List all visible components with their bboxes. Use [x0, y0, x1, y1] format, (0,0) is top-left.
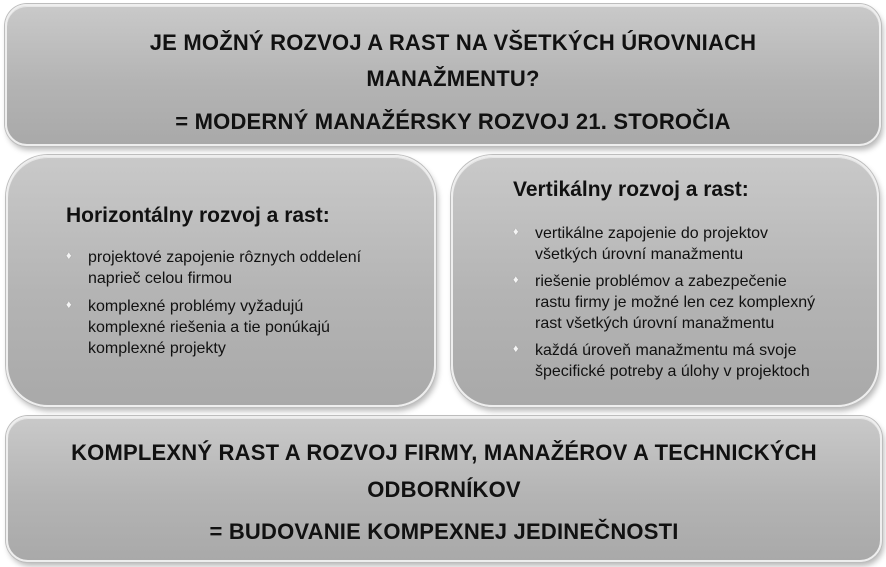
bottom-banner-line-2: ODBORNÍKOV	[367, 477, 521, 502]
horizontal-growth-title: Horizontálny rozvoj a rast:	[66, 204, 330, 227]
vertical-growth-box	[451, 155, 879, 407]
list-item-line: komplexné riešenia a tie ponúkajú	[88, 319, 330, 336]
horizontal-growth-list	[64, 247, 424, 366]
bottom-banner-line-1: KOMPLEXNÝ RAST A ROZVOJ FIRMY, MANAŽÉROV A TECHNICKÝCH	[71, 440, 817, 465]
diamond-bullet-icon: ♦	[66, 250, 72, 262]
top-banner-line-3: = MODERNÝ MANAŽÉRSKY ROZVOJ 21. STOROČIA	[175, 109, 731, 134]
list-item	[64, 296, 424, 359]
list-item-line: špecifické potreby a úlohy v projektoch	[535, 363, 810, 380]
vertical-growth-list	[511, 223, 871, 389]
top-banner-line-2: MANAŽMENTU?	[366, 66, 540, 91]
diamond-bullet-icon: ♦	[513, 274, 519, 286]
list-item-line: projektové zapojenie rôznych oddelení	[88, 249, 362, 266]
list-item-line: rastu firmy je možné len cez komplexný	[535, 294, 816, 311]
top-banner-line-1: JE MOŽNÝ ROZVOJ A RAST NA VŠETKÝCH ÚROVNIACH	[149, 30, 757, 55]
diamond-bullet-icon: ♦	[513, 226, 519, 238]
list-item-line: riešenie problémov a zabezpečenie	[535, 273, 787, 290]
bottom-banner-box	[6, 416, 882, 562]
top-banner-box	[5, 4, 881, 146]
horizontal-growth-box	[6, 155, 436, 407]
list-item-line: rast všetkých úrovní manažmentu	[535, 315, 775, 332]
list-item	[64, 247, 424, 289]
diamond-bullet-icon: ♦	[66, 299, 72, 311]
vertical-growth-title: Vertikálny rozvoj a rast:	[513, 178, 749, 201]
diamond-bullet-icon: ♦	[513, 343, 519, 355]
list-item-line: každá úroveň manažmentu má svoje	[535, 342, 797, 359]
list-item-line: naprieč celou firmou	[88, 270, 233, 287]
list-item	[511, 340, 871, 382]
list-item-line: komplexné projekty	[88, 340, 226, 357]
list-item-line: všetkých úrovní manažmentu	[535, 246, 744, 263]
list-item	[511, 223, 871, 265]
list-item-line: vertikálne zapojenie do projektov	[535, 225, 769, 242]
list-item	[511, 271, 871, 334]
bottom-banner-line-3: = BUDOVANIE KOMPEXNEJ JEDINEČNOSTI	[209, 519, 679, 544]
list-item-line: komplexné problémy vyžadujú	[88, 298, 304, 315]
